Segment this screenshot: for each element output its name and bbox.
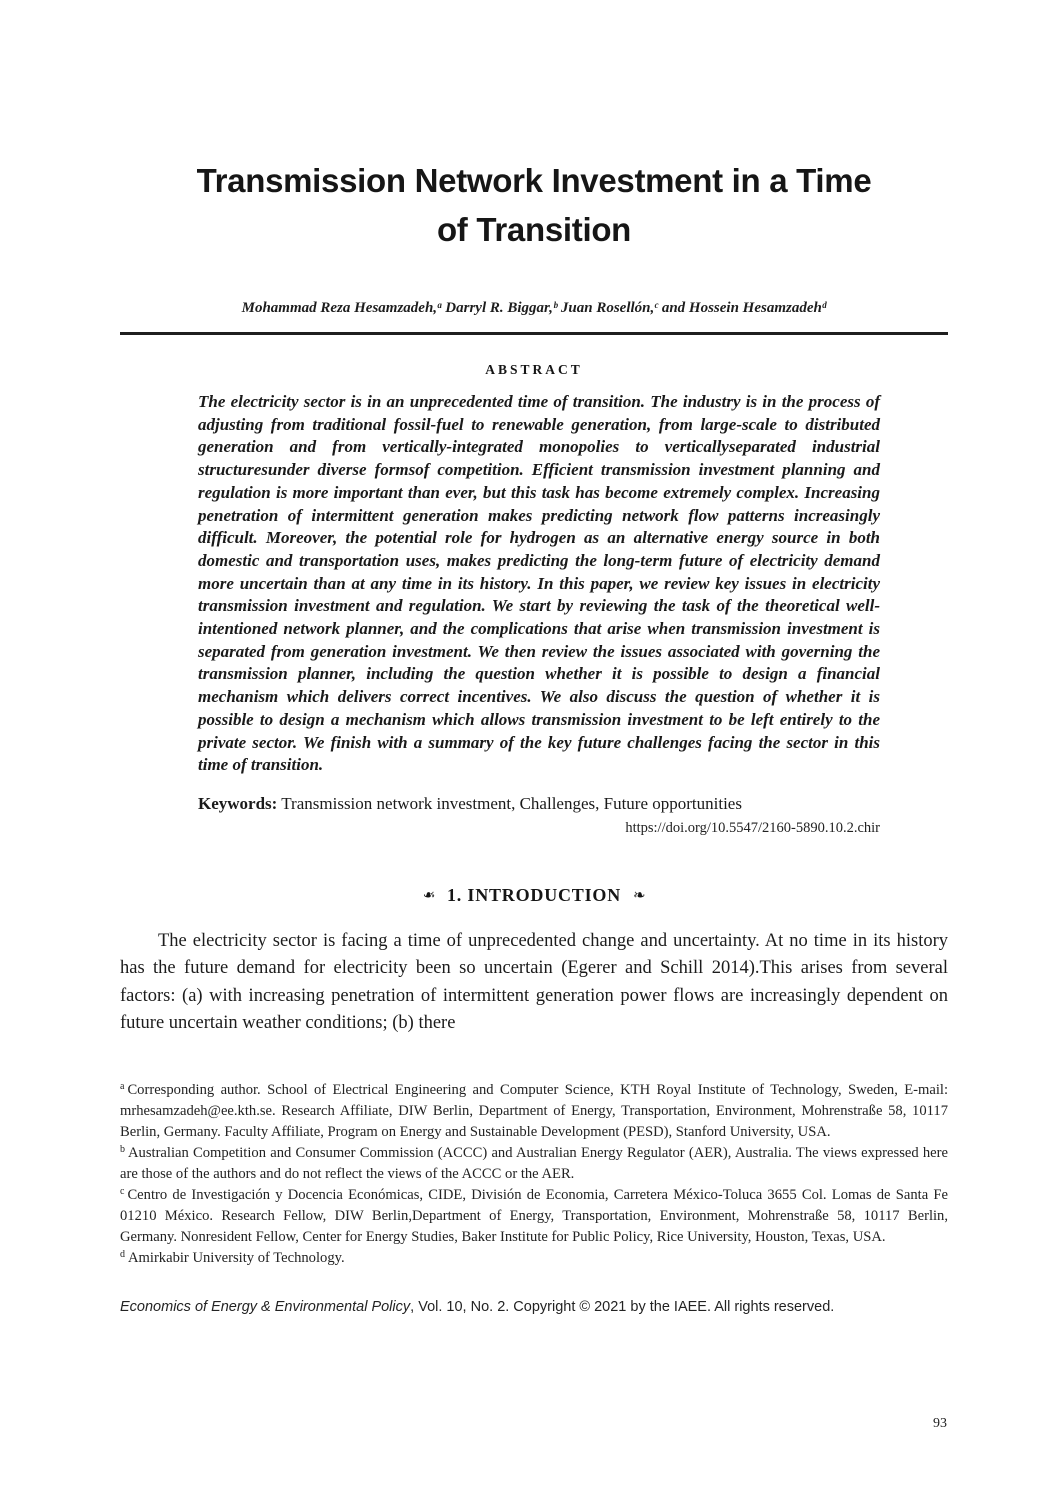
footnote-d: [120, 1248, 948, 1269]
footnote-c: [120, 1185, 948, 1248]
footnote-b-marker: b: [120, 1143, 125, 1155]
page-number: 93: [933, 1416, 947, 1431]
section-heading: [120, 885, 948, 906]
journal-citation-line: [120, 1299, 948, 1315]
paper-title-line1: Transmission Network Investment in a Time: [196, 162, 872, 199]
authors-line: Mohammad Reza Hesamzadeh,ᵃ Darryl R. Biggar,ᵇ Juan Rosellón,ᶜ and Hossein Hesamzadehᵈ: [241, 300, 827, 316]
abstract-text: The electricity sector is in an unprecedented time of transition. The industry is in the process of adjusting from traditional fossil-fuel to renewable generation, from large-scale to distributed generation and from vertically-integrated monopolies to verticallyseparated industrial structuresunder diverse formsof competition. Efficient transmission investment planning and regulation is more important than ever, but this task has become extremely complex. Increasing penetration of intermittent generation makes predicting network flow patterns increasingly difficult. Moreover, the potential role for hydrogen as an alternative energy source in both domestic and transportation uses, makes predicting the long-term future of electricity demand more uncertain than at any time in its history. In this paper, we review key issues in electricity transmission investment and regulation. We start by reviewing the task of the theoretical well-intentioned network planner, and the complications that arise when transmission investment is separated from generation investment. We then review the issues associated with governing the transmission planner, including the question whether it is possible to design a financial mechanism which delivers correct incentives. We also discuss the question of whether it is possible to design a mechanism which allows transmission investment to be left entirely to the private sector. We finish with a summary of the key future challenges facing the sector in this time of transition.: [198, 392, 880, 775]
footnote-d-text: Amirkabir University of Technology.: [128, 1249, 345, 1266]
footnote-d-marker: d: [120, 1248, 125, 1260]
abstract-heading: ABSTRACT: [485, 362, 583, 377]
doi-link[interactable]: https://doi.org/10.5547/2160-5890.10.2.chir: [625, 819, 880, 836]
fleuron-right-icon: ❧: [633, 885, 647, 904]
paper-title: [120, 156, 948, 254]
doi-line: [198, 820, 880, 837]
footnote-a: [120, 1080, 948, 1143]
intro-paragraph: The electricity sector is facing a time of unprecedented change and uncertainty. At no time in its history has the future demand for electricity been so uncertain (Egerer and Schill 2014).This arises from several factors: (a) with increasing penetration of intermittent generation power flows are increasingly dependent on future uncertain weather conditions; (b) there: [120, 930, 948, 1034]
paper-title-line2: of Transition: [436, 211, 632, 248]
journal-citation-rest: , Vol. 10, No. 2. Copyright © 2021 by the IAEE. All rights reserved.: [410, 1298, 835, 1315]
footnote-b: [120, 1143, 948, 1185]
fleuron-left-icon: ❧: [421, 885, 435, 904]
footnote-a-marker: a: [120, 1080, 125, 1092]
journal-title: Economics of Energy & Environmental Policy: [120, 1298, 411, 1315]
footnote-b-text: Australian Competition and Consumer Commission (ACCC) and Australian Energy Regulator (AER), Australia. The views expressed here are those of the authors and do not reflect the views of the ACCC or the AER.: [120, 1144, 948, 1182]
keywords-label: Keywords:: [198, 793, 278, 813]
keywords-line: [198, 793, 880, 815]
footnotes-block: [120, 1080, 948, 1269]
footnote-c-text: Centro de Investigación y Docencia Económicas, CIDE, División de Economia, Carretera México-Toluca 3655 Col. Lomas de Santa Fe 01210 México. Research Fellow, DIW Berlin,Department of Energy, Transportation, Environment, Mohrenstraße 58, 10117 Berlin, Germany. Nonresident Fellow, Center for Energy Studies, Baker Institute for Public Policy, Rice University, Houston, Texas, USA.: [120, 1186, 948, 1245]
section-heading-text: 1. INTRODUCTION: [446, 884, 622, 905]
footnote-c-marker: c: [120, 1185, 125, 1197]
footnote-a-text: Corresponding author. School of Electrical Engineering and Computer Science, KTH Royal Institute of Technology, Sweden, E-mail: mrhesamzadeh@ee.kth.se. Research Affiliate, DIW Berlin, Department of Energy, Transportation, Environment, Mohrenstraße 58, 10117 Berlin, Germany. Faculty Affiliate, Program on Energy and Sustainable Development (PESD), Stanford University, USA.: [120, 1081, 948, 1140]
title-divider-rule: [120, 332, 948, 335]
keywords-text: Transmission network investment, Challenges, Future opportunities: [277, 793, 742, 813]
